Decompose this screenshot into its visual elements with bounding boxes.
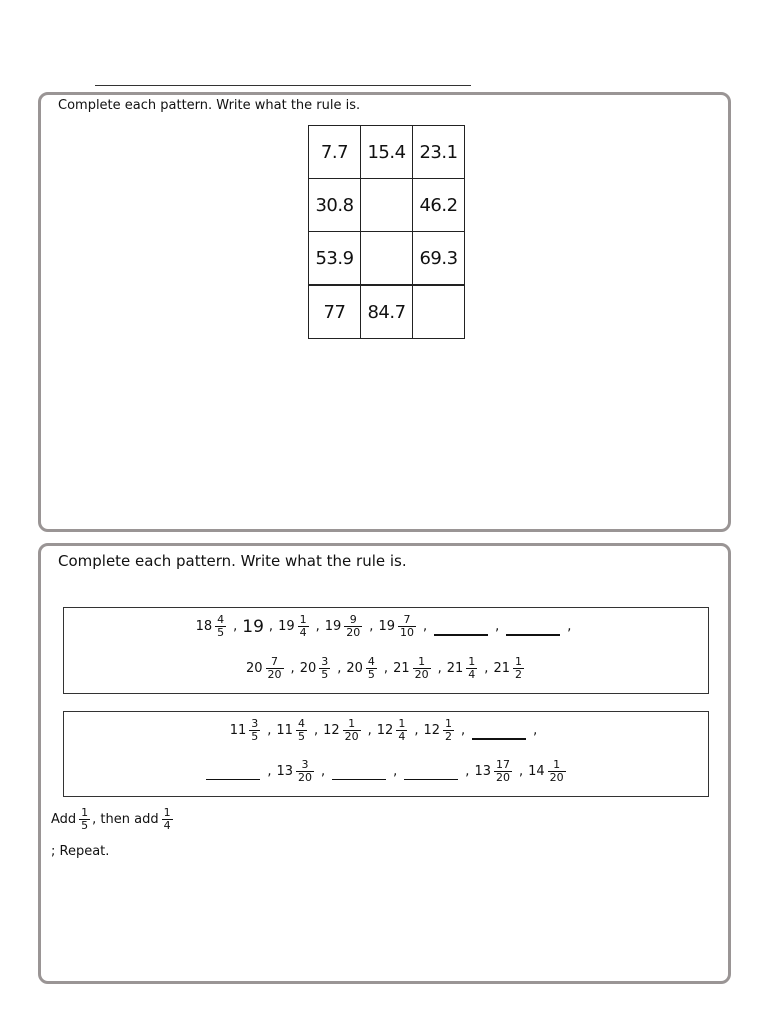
comma: , (422, 619, 428, 634)
sequence-term (246, 656, 286, 681)
sequence-box-2 (63, 711, 709, 797)
fraction (319, 656, 330, 681)
instruction-text: Complete each pattern. Write what the rule is. (58, 552, 407, 570)
denominator: 20 (495, 771, 510, 784)
sequence-term (276, 759, 316, 784)
fraction (162, 807, 173, 832)
grid-cell: 23.1 (413, 126, 465, 179)
numerator: 3 (321, 655, 329, 668)
fraction (249, 718, 260, 743)
denominator: 5 (217, 626, 225, 639)
comma: , (321, 764, 326, 779)
whole-number: 11 (229, 723, 247, 738)
fraction (413, 656, 431, 681)
denominator: 2 (514, 668, 522, 681)
whole-number: 21 (446, 661, 464, 676)
sequence-term (323, 718, 363, 743)
whole-number: 19 (278, 619, 295, 634)
pattern-panel-1 (38, 92, 731, 532)
fraction (266, 656, 284, 681)
whole-number: 11 (276, 723, 293, 738)
grid-cell: 7.7 (309, 126, 361, 179)
answer-blank[interactable] (506, 618, 560, 636)
denominator: 20 (346, 626, 361, 639)
fraction (466, 656, 477, 681)
denominator: 2 (445, 730, 452, 743)
fraction (343, 718, 361, 743)
sequence-term (474, 759, 514, 784)
comma: , (518, 764, 524, 779)
numerator: 1 (398, 717, 406, 730)
denominator: 20 (267, 668, 282, 681)
grid-cell: 69.3 (413, 232, 465, 286)
answer-blank[interactable] (434, 618, 488, 636)
grid-cell-blank[interactable] (361, 179, 413, 232)
comma: , (437, 661, 442, 676)
whole-number: 12 (376, 723, 394, 738)
fraction (398, 614, 416, 639)
comma: , (495, 619, 500, 634)
denominator: 20 (344, 730, 359, 743)
numerator: 1 (163, 806, 171, 819)
denominator: 5 (81, 819, 89, 832)
answer-text: , then add (92, 812, 159, 827)
numerator: 3 (251, 717, 259, 730)
comma: , (414, 723, 419, 738)
denominator: 5 (367, 668, 375, 681)
fraction (443, 718, 454, 743)
sequence-line (64, 614, 708, 639)
denominator: 4 (163, 819, 171, 832)
denominator: 5 (251, 730, 259, 743)
denominator: 5 (321, 668, 329, 681)
comma: , (290, 661, 295, 676)
sequence-term (378, 614, 418, 639)
answer-blank[interactable] (404, 763, 458, 780)
numerator: 1 (553, 758, 561, 771)
whole-number: 19 (378, 619, 395, 634)
sequence-box-1 (63, 607, 709, 694)
grid-cell: 46.2 (413, 179, 465, 232)
whole-number: 18 (195, 619, 213, 634)
denominator: 20 (298, 771, 313, 784)
denominator: 4 (299, 626, 307, 639)
answer-blank[interactable] (332, 763, 386, 780)
whole-number: 21 (493, 661, 510, 676)
comma: , (268, 619, 274, 634)
pattern-panel-2 (38, 543, 731, 984)
comma: , (367, 723, 372, 738)
comma: , (393, 764, 398, 779)
fraction (396, 718, 407, 743)
sequence-term (276, 718, 309, 743)
fraction (296, 718, 307, 743)
whole-number: 12 (323, 723, 340, 738)
grid-row (309, 179, 465, 232)
sequence-term (346, 656, 379, 681)
comma: , (267, 723, 272, 738)
whole-number: 14 (528, 764, 545, 779)
sequence-line (64, 759, 708, 784)
fraction (296, 759, 314, 784)
grid-cell-blank[interactable] (361, 232, 413, 286)
sequence-term (423, 718, 456, 743)
whole-number: 21 (393, 661, 410, 676)
numerator: 1 (514, 655, 522, 668)
sequence-term (196, 614, 229, 639)
whole-number: 20 (299, 661, 317, 676)
whole-number: 13 (276, 764, 294, 779)
sequence-term (278, 614, 311, 639)
whole-number: 12 (423, 723, 440, 738)
whole-number: 20 (346, 661, 363, 676)
fraction (344, 614, 362, 639)
sequence-line (64, 656, 708, 681)
whole-number: 19 (242, 616, 264, 637)
denominator: 4 (398, 730, 406, 743)
comma: , (533, 723, 538, 738)
whole-number: 20 (246, 661, 263, 676)
numerator: 1 (445, 717, 452, 730)
comma: , (484, 661, 489, 676)
sequence-term (528, 759, 568, 784)
denominator: 20 (549, 771, 564, 784)
answer-blank[interactable] (206, 763, 260, 780)
grid-cell: 30.8 (309, 179, 361, 232)
fraction (215, 614, 226, 639)
comma: , (233, 619, 238, 634)
numerator: 4 (297, 717, 305, 730)
sequence-term (300, 656, 333, 681)
grid-cell: 84.7 (361, 285, 413, 339)
answer-text: Add (51, 812, 77, 827)
numerator: 7 (271, 655, 279, 668)
fraction (298, 614, 309, 639)
denominator: 10 (399, 626, 414, 639)
fraction (494, 759, 512, 784)
grid-cell: 15.4 (361, 126, 413, 179)
numerator: 1 (468, 655, 476, 668)
rule-answer (51, 807, 175, 832)
grid-cell: 77 (309, 285, 361, 339)
grid-row (309, 232, 465, 286)
numerator: 3 (301, 758, 309, 771)
whole-number: 19 (324, 619, 342, 634)
instruction-text: Complete each pattern. Write what the rule is. (58, 98, 361, 113)
sequence-term (325, 614, 365, 639)
numerator: 1 (299, 613, 307, 626)
comma: , (567, 619, 572, 634)
comma: , (267, 764, 272, 779)
sequence-term (230, 718, 263, 743)
denominator: 5 (297, 730, 305, 743)
comma: , (315, 619, 320, 634)
whole-number: 13 (474, 764, 491, 779)
sequence-term (493, 656, 526, 681)
sequence-line (64, 718, 708, 743)
comma: , (369, 619, 374, 634)
comma: , (383, 661, 389, 676)
grid-cell-blank[interactable] (413, 285, 465, 339)
fraction (79, 807, 90, 832)
sequence-term (242, 617, 264, 637)
fraction (366, 656, 377, 681)
grid-row (309, 285, 465, 339)
number-grid (308, 125, 465, 339)
comma: , (337, 661, 342, 676)
fraction (513, 656, 524, 681)
numerator: 1 (418, 655, 426, 668)
numerator: 9 (349, 613, 357, 626)
numerator: 4 (367, 655, 375, 668)
answer-blank[interactable] (472, 722, 526, 740)
sequence-term (377, 718, 410, 743)
numerator: 17 (495, 758, 510, 771)
comma: , (465, 764, 470, 779)
grid-cell: 53.9 (309, 232, 361, 286)
denominator: 4 (468, 668, 476, 681)
name-line (95, 85, 471, 86)
comma: , (313, 723, 319, 738)
numerator: 1 (348, 717, 356, 730)
comma: , (461, 723, 466, 738)
rule-answer-repeat: ; Repeat. (51, 844, 110, 859)
numerator: 1 (81, 806, 89, 819)
denominator: 20 (414, 668, 429, 681)
sequence-term (447, 656, 480, 681)
numerator: 7 (403, 613, 411, 626)
grid-row (309, 126, 465, 179)
numerator: 4 (217, 613, 225, 626)
fraction (548, 759, 566, 784)
sequence-term (393, 656, 433, 681)
